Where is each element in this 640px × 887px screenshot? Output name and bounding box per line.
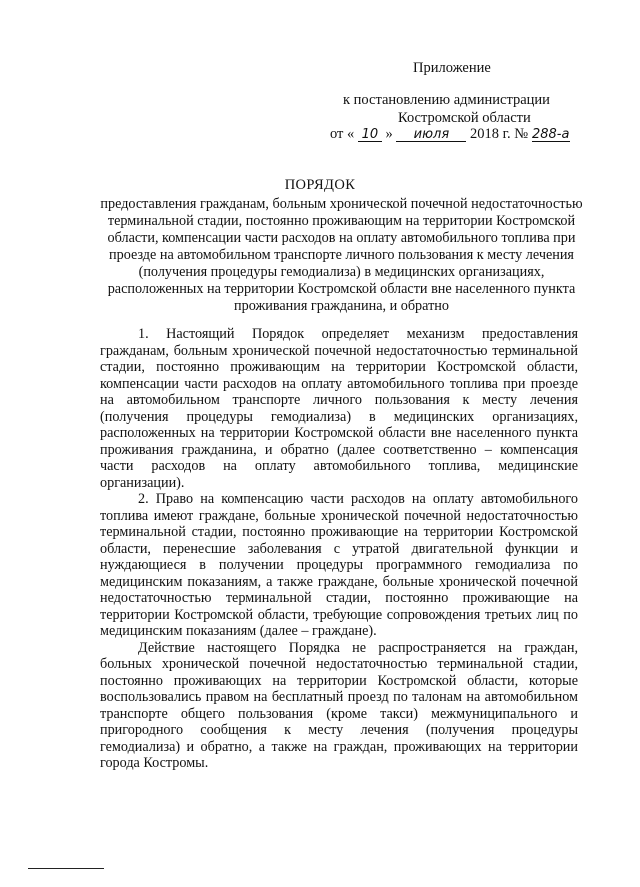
date-prefix: от « xyxy=(330,126,355,142)
decree-month: июля xyxy=(396,128,466,142)
footnote-divider xyxy=(28,868,104,869)
paragraph-2: 2. Право на компенсацию части расходов на оплату автомобильного топлива имеют граждане, больные хронической почечной недостаточностью терминальной стадии, постоянно проживающие на территории Костромской области, перенесшие заболевания с утратой двигательной функции и нуждающиеся в получении процедуры программного гемодиализа по медицинским показаниям, а также граждане, больные хронической почечной недостаточностью терминальной стадии, постоянно проживающие на территории Костромской области, требующие сопровождения третьих лиц по медицинским показаниям (далее – граждане). xyxy=(100,491,578,639)
decree-day: 10 xyxy=(358,128,382,142)
decree-date-line xyxy=(330,126,570,143)
document-subtitle: предоставления гражданам, больным хронической почечной недостаточностью терминальной стадии, постоянно проживающим на территории Костромской области, компенсации части расходов на оплату автомобильного топлива при проезде на автомобильном транспорте личного пользования к месту лечения (получения процедуры гемодиализа) в медицинских организациях, расположенных на территории Костромской области вне населенного пункта проживания гражданина, и обратно xyxy=(100,196,583,314)
region-name: Костромской области xyxy=(398,110,531,126)
paragraph-3: Действие настоящего Порядка не распространяется на граждан, больных хронической почечной недостаточностью терминальной стадии, постоянно проживающих на территории Костромской области, которые воспользовались правом на бесплатный проезд по талонам на автомобильном транспорте общего пользования (кроме такси) межмуниципального и пригородного сообщения к месту лечения (получения процедуры гемодиализа) и обратно, а также на граждан, проживающих на территории города Костромы. xyxy=(100,639,578,771)
document-title: ПОРЯДОК xyxy=(284,177,356,193)
decree-reference: к постановлению администрации xyxy=(343,92,550,108)
document-body xyxy=(100,326,578,772)
paragraph-1: 1. Настоящий Порядок определяет механизм предоставления гражданам, больным хронической почечной недостаточностью терминальной стадии, постоянно проживающим на территории Костромской области, компенсации части расходов на оплату автомобильного топлива при проезде на автомобильном транспорте личного пользования к месту лечения (получения процедуры гемодиализа) в медицинских организациях, расположенных на территории Костромской области вне населенного пункта проживания гражданина, и обратно (далее соответственно – компенсация части расходов на оплату автомобильного топлива, медицинские организации). xyxy=(100,326,578,491)
appendix-label: Приложение xyxy=(413,60,491,76)
decree-number: 288-а xyxy=(531,127,570,142)
date-mid: » xyxy=(385,126,393,142)
decree-year: 2018 г. № xyxy=(470,126,529,142)
